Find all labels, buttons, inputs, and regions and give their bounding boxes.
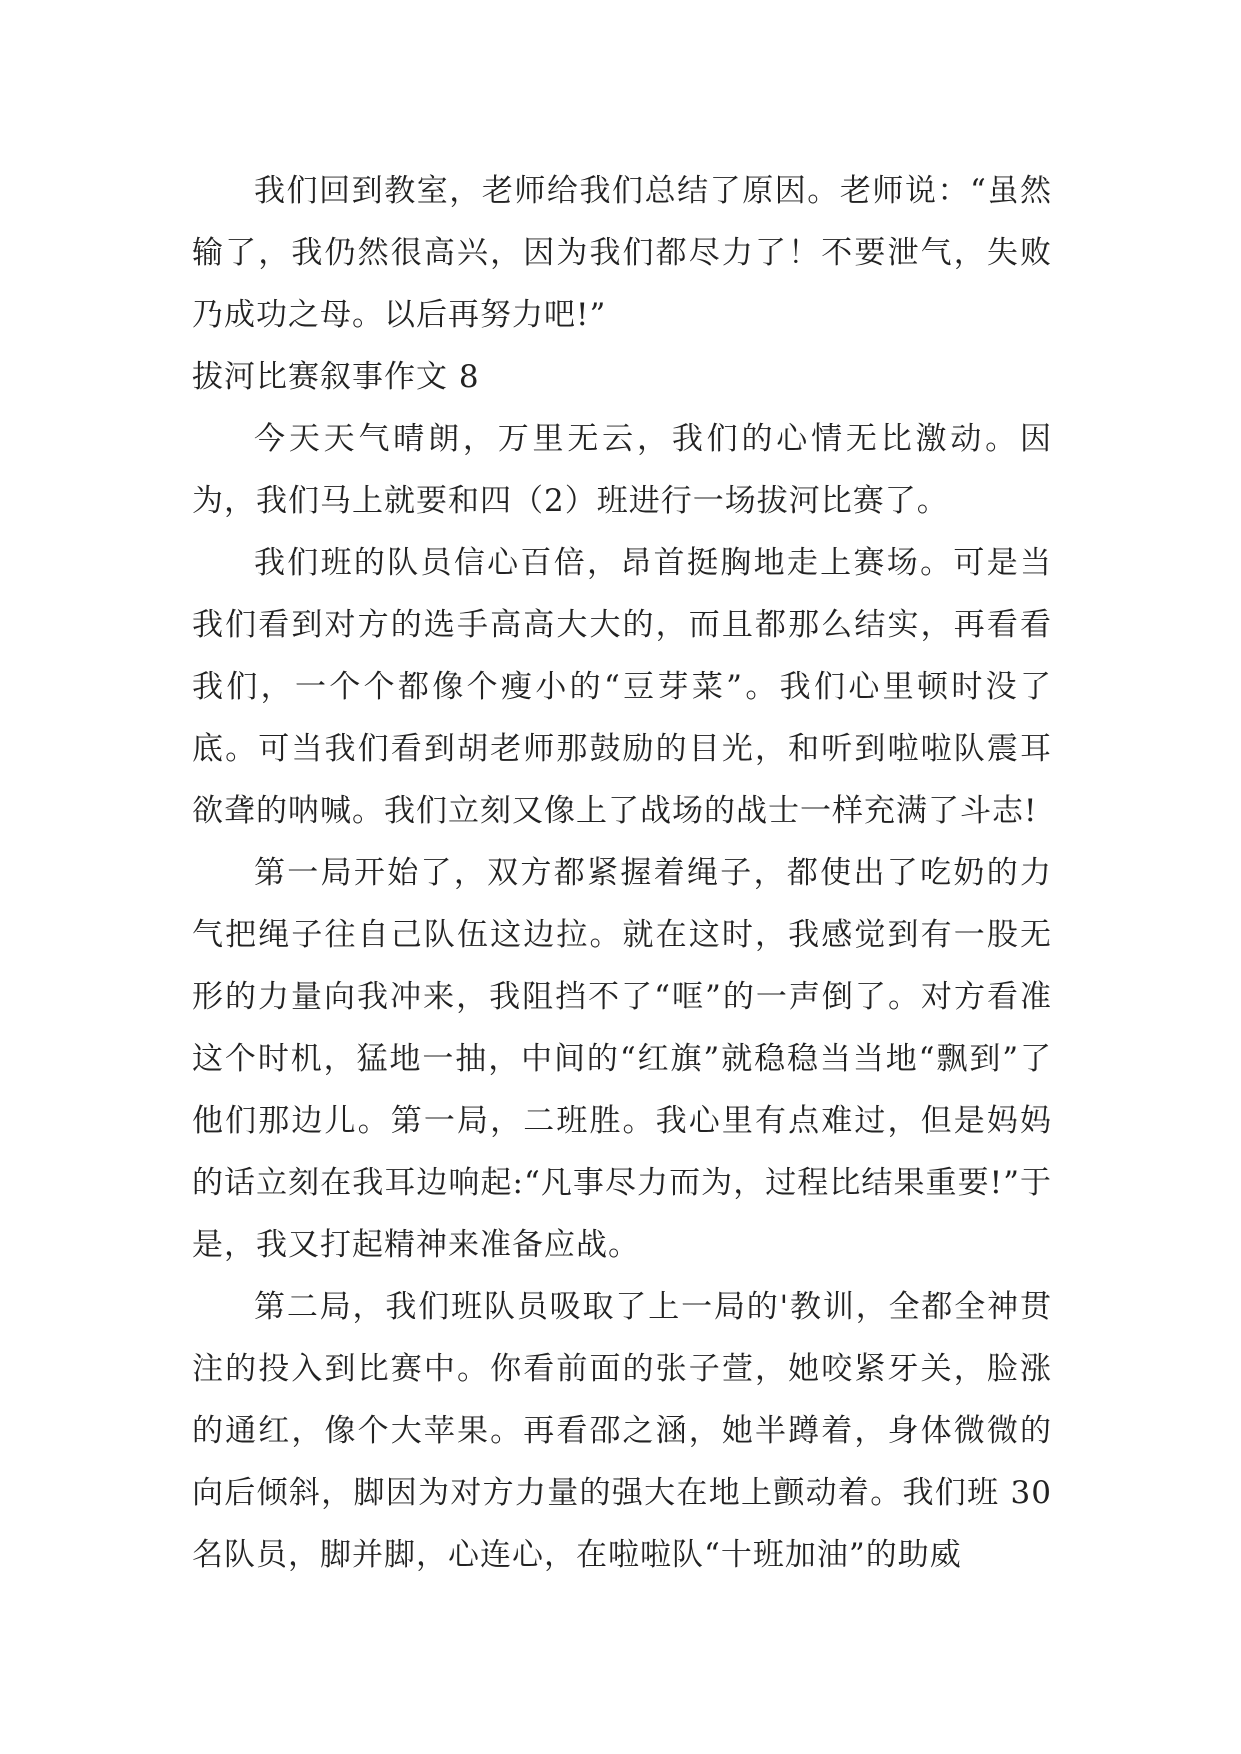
paragraph-weather: 今天天气晴朗，万里无云，我们的心情无比激动。因为，我们马上就要和四（2）班进行一场拔河比赛了。 <box>192 421 1052 519</box>
paragraph-summary: 我们回到教室，老师给我们总结了原因。老师说：“虽然输了，我仍然很高兴，因为我们都尽力了！不要泄气，失败乃成功之母。以后再努力吧!” <box>192 173 1052 333</box>
paragraph-round-two: 第二局，我们班队员吸取了上一局的'教训，全都全神贯注的投入到比赛中。你看前面的张子萱，她咬紧牙关，脸涨的通红，像个大苹果。再看邵之涵，她半蹲着，身体微微的向后倾斜，脚因为对方力量的强大在地上颤动着。我们班 30 名队员，脚并脚，心连心，在啦啦队“十班加油”的助威 <box>192 1289 1052 1573</box>
document-body <box>192 160 1052 1586</box>
essay-title: 拔河比赛叙事作文 8 <box>192 359 480 395</box>
paragraph-team: 我们班的队员信心百倍，昂首挺胸地走上赛场。可是当我们看到对方的选手高高大大的，而且都那么结实，再看看我们，一个个都像个瘦小的“豆芽菜”。我们心里顿时没了底。可当我们看到胡老师那鼓励的目光，和听到啦啦队震耳欲聋的呐喊。我们立刻又像上了战场的战士一样充满了斗志! <box>192 545 1052 829</box>
paragraph-round-one: 第一局开始了，双方都紧握着绳子，都使出了吃奶的力气把绳子往自己队伍这边拉。就在这时，我感觉到有一股无形的力量向我冲来，我阻挡不了“哐”的一声倒了。对方看准这个时机，猛地一抽，中间的“红旗”就稳稳当当地“飘到”了他们那边儿。第一局，二班胜。我心里有点难过，但是妈妈的话立刻在我耳边响起:“凡事尽力而为，过程比结果重要!”于是，我又打起精神来准备应战。 <box>192 855 1052 1263</box>
